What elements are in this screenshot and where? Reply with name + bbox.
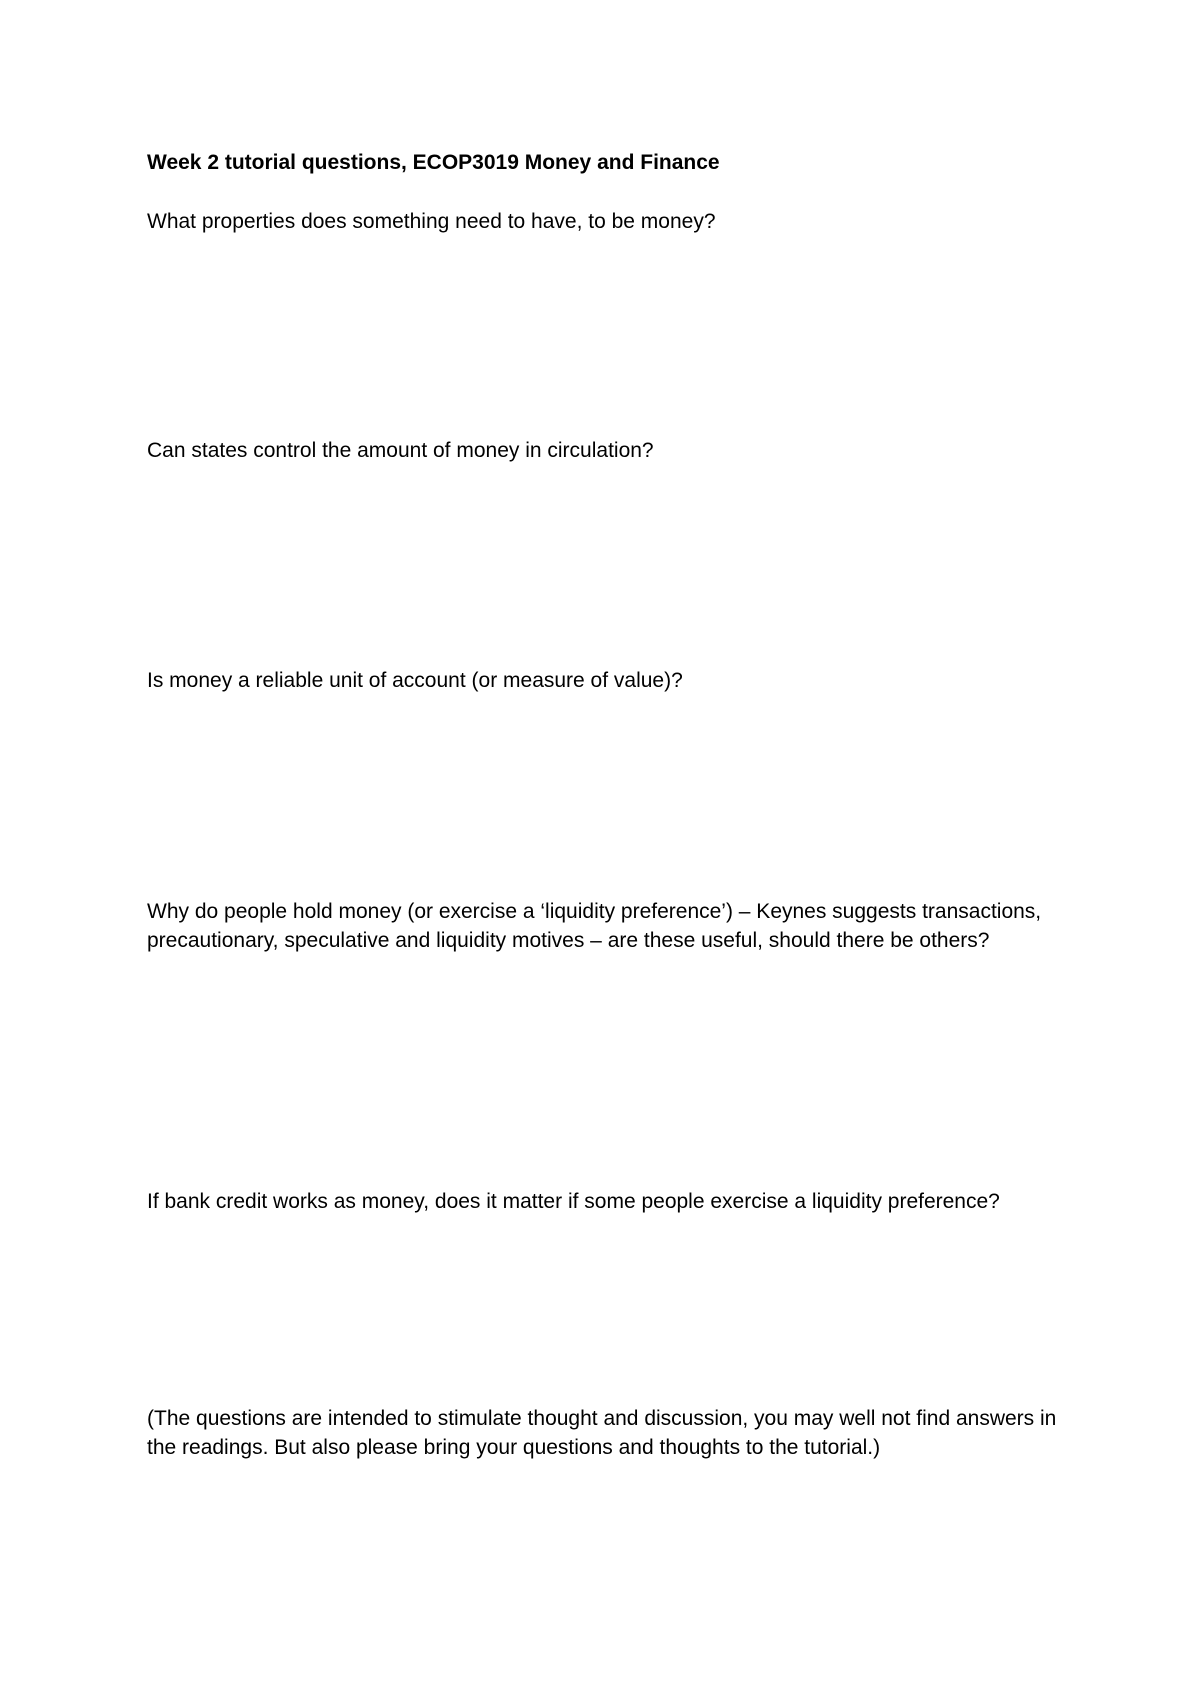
question-2: Can states control the amount of money in circulation? (147, 439, 654, 462)
question-1: What properties does something need to have, to be money? (147, 210, 716, 233)
closing-note: (The questions are intended to stimulate thought and discussion, you may well not find answers in the readings. But also please bring your questions and thoughts to the tutorial.) (147, 1407, 1057, 1459)
question-4: Why do people hold money (or exercise a ‘liquidity preference’) – Keynes suggests transactions, precautionary, speculative and liquidity motives – are these useful, should there be others? (147, 900, 1042, 952)
question-5: If bank credit works as money, does it matter if some people exercise a liquidity preference? (147, 1190, 1000, 1213)
question-3: Is money a reliable unit of account (or measure of value)? (147, 669, 683, 692)
page-title: Week 2 tutorial questions, ECOP3019 Money and Finance (147, 151, 720, 174)
